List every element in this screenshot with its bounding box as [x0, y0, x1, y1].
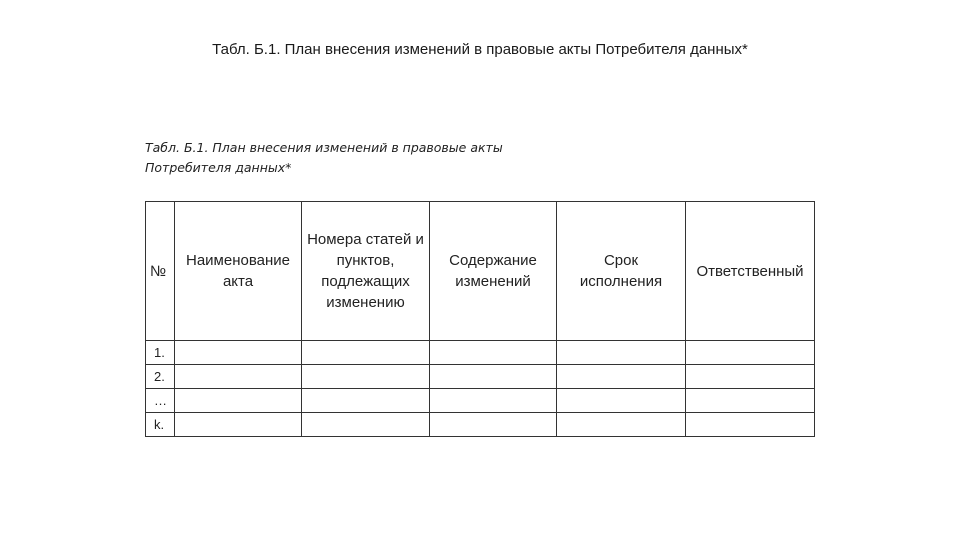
header-deadline-text: Срок исполнения: [579, 252, 663, 290]
slide-title: Табл. Б.1. План внесения изменений в правовые акты Потребителя данных*: [212, 41, 748, 58]
cell-deadline: [557, 389, 686, 413]
cell-responsible: [686, 413, 815, 437]
cell-deadline: [557, 341, 686, 365]
header-responsible: [686, 202, 815, 341]
header-deadline: [557, 202, 686, 341]
header-act-name-text: Наименование акта: [186, 252, 290, 290]
cell-responsible: [686, 365, 815, 389]
header-articles-text: Номера статей и пунктов, подлежащих изменению: [307, 231, 424, 311]
cell-content: [430, 389, 557, 413]
table-caption: [145, 138, 503, 178]
row-number: 1.: [146, 341, 175, 365]
cell-act-name: [175, 365, 302, 389]
cell-act-name: [175, 341, 302, 365]
row-number: k.: [146, 413, 175, 437]
table-row: [146, 389, 815, 413]
header-content: [430, 202, 557, 341]
table-header-row: [146, 202, 815, 341]
table-row: [146, 413, 815, 437]
table-row: [146, 365, 815, 389]
cell-articles: [302, 413, 430, 437]
caption-line-1: Табл. Б.1. План внесения изменений в правовые акты: [145, 140, 503, 155]
change-plan-table: [145, 201, 815, 437]
cell-responsible: [686, 389, 815, 413]
header-articles: [302, 202, 430, 341]
row-number: …: [146, 389, 175, 413]
row-number: 2.: [146, 365, 175, 389]
caption-line-2: Потребителя данных*: [145, 160, 292, 175]
cell-articles: [302, 365, 430, 389]
header-content-text: Содержание изменений: [449, 252, 537, 290]
header-act-name: [175, 202, 302, 341]
cell-articles: [302, 341, 430, 365]
cell-articles: [302, 389, 430, 413]
cell-content: [430, 413, 557, 437]
cell-deadline: [557, 365, 686, 389]
cell-act-name: [175, 389, 302, 413]
cell-responsible: [686, 341, 815, 365]
cell-act-name: [175, 413, 302, 437]
header-number: №: [146, 202, 175, 341]
cell-content: [430, 341, 557, 365]
cell-content: [430, 365, 557, 389]
table-row: [146, 341, 815, 365]
cell-deadline: [557, 413, 686, 437]
header-responsible-text: Ответственный: [696, 262, 804, 280]
